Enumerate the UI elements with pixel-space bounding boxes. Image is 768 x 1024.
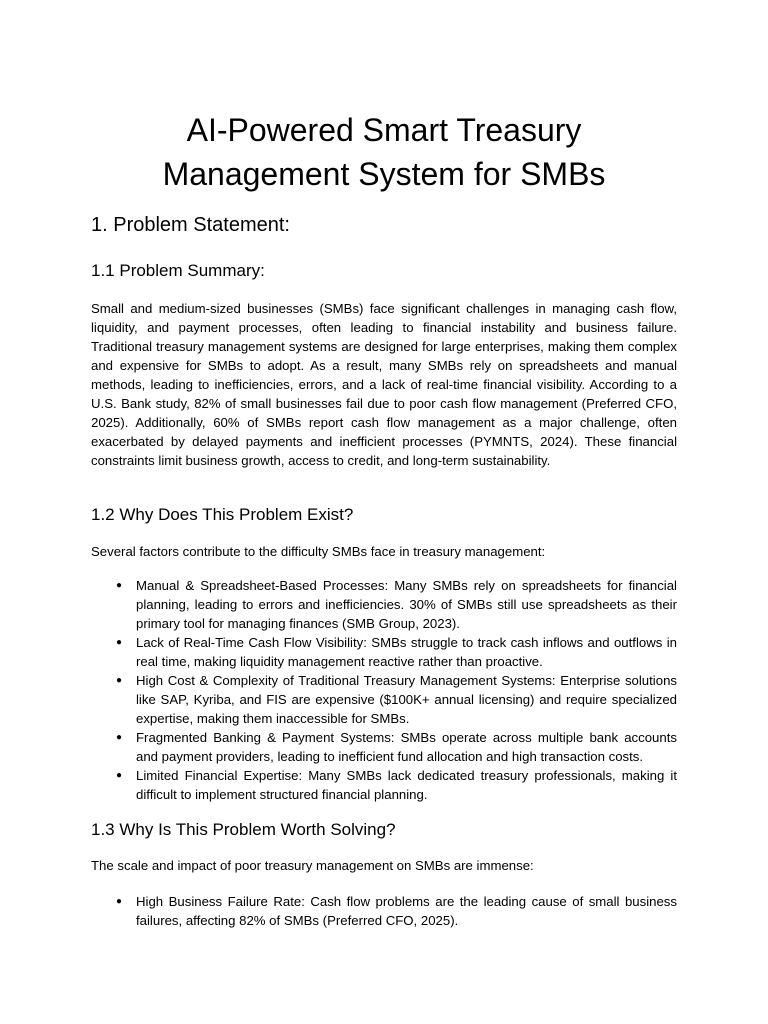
bullet-icon: ● (116, 896, 123, 907)
bullet-icon: ● (116, 580, 123, 591)
section-1-heading: 1. Problem Statement: (91, 214, 290, 236)
list-item (91, 671, 677, 728)
section-1-1-heading: 1.1 Problem Summary: (91, 261, 265, 280)
document-title-line-1: AI-Powered Smart Treasury (186, 112, 582, 148)
bullet-icon: ● (116, 770, 123, 781)
section-1-2-bullet-list (91, 576, 677, 804)
document-title (91, 108, 677, 196)
list-item-text: High Cost & Complexity of Traditional Treasury Management Systems: Enterprise solutions like SAP, Kyriba, and FIS are expensive ($100K+ annual licensing) and require specialized expertise, making them inaccessible for SMBs. (136, 673, 677, 726)
bullet-icon: ● (116, 675, 123, 686)
list-item (91, 892, 677, 930)
bullet-icon: ● (116, 732, 123, 743)
bullet-icon: ● (116, 637, 123, 648)
list-item (91, 633, 677, 671)
list-item-text: Fragmented Banking & Payment Systems: SMBs operate across multiple bank accounts and payment providers, leading to inefficient fund allocation and high transaction costs. (136, 730, 677, 764)
list-item (91, 576, 677, 633)
list-item (91, 766, 677, 804)
section-1-3-bullet-list (91, 892, 677, 930)
list-item-text: Lack of Real-Time Cash Flow Visibility: SMBs struggle to track cash inflows and outflows in real time, making liquidity management reactive rather than proactive. (136, 635, 677, 669)
document-title-line-2: Management System for SMBs (162, 156, 606, 192)
list-item-text: High Business Failure Rate: Cash flow problems are the leading cause of small business failures, affecting 82% of SMBs (Preferred CFO, 2025). (136, 894, 677, 928)
section-1-2-intro: Several factors contribute to the difficulty SMBs face in treasury management: (91, 544, 546, 559)
list-item (91, 728, 677, 766)
list-item-text: Manual & Spreadsheet-Based Processes: Many SMBs rely on spreadsheets for financial planning, leading to errors and inefficiencies. 30% of SMBs still use spreadsheets as their primary tool for managing finances (SMB Group, 2023). (136, 578, 677, 631)
section-1-3-intro: The scale and impact of poor treasury management on SMBs are immense: (91, 858, 534, 873)
section-1-2-heading: 1.2 Why Does This Problem Exist? (91, 505, 354, 524)
section-1-1-paragraph: Small and medium-sized businesses (SMBs) face significant challenges in managing cash flow, liquidity, and payment processes, often leading to financial instability and business failure. Traditional treasury management systems are designed for large enterprises, making them complex and expensive for SMBs to adopt. As a result, many SMBs rely on spreadsheets and manual methods, leading to inefficiencies, errors, and a lack of real-time financial visibility. According to a U.S. Bank study, 82% of small businesses fail due to poor cash flow management (Preferred CFO, 2025). Additionally, 60% of SMBs report cash flow management as a major challenge, often exacerbated by delayed payments and inefficient processes (PYMNTS, 2024). These financial constraints limit business growth, access to credit, and long-term sustainability. (91, 301, 677, 468)
list-item-text: Limited Financial Expertise: Many SMBs lack dedicated treasury professionals, making it difficult to implement structured financial planning. (136, 768, 677, 802)
section-1-3-heading: 1.3 Why Is This Problem Worth Solving? (91, 820, 396, 839)
